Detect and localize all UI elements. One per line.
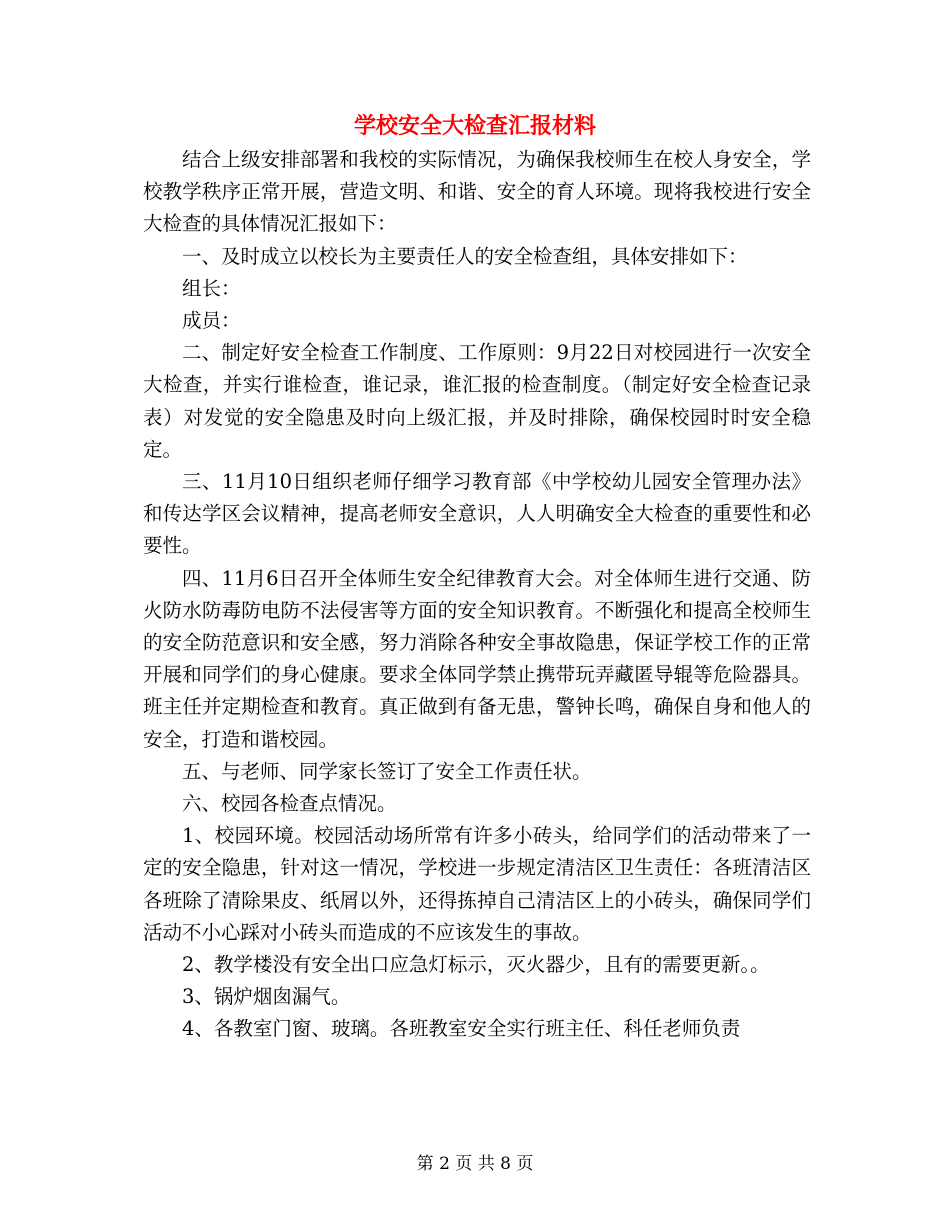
- paragraph-section-5: 五、与老师、同学家长签订了安全工作责任状。: [182, 759, 592, 783]
- page-title: 学校安全大检查汇报材料: [353, 114, 596, 139]
- paragraph-section-2: 二、制定好安全检查工作制度、工作原则：9月22日对校园进行一次安全大检查，并实行谁检查，谁记录，谁汇报的检查制度。（制定好安全检查记录表）对发觉的安全隐患及时向上级汇报，并及时排除，确保校园时时安全稳定。: [143, 341, 811, 461]
- paragraph-section-3: 三、11月10日组织老师仔细学习教育部《中学校幼儿园安全管理办法》和传达学区会议精神，提高老师安全意识，人人明确安全大检查的重要性和必要性。: [143, 470, 811, 558]
- paragraph-item-3: 3、锅炉烟囱漏气。: [182, 985, 351, 1009]
- page-number: 第 2 页 共 8 页: [416, 1154, 534, 1174]
- paragraph-section-6: 六、校园各检查点情况。: [182, 792, 397, 816]
- document-body: [143, 144, 811, 1046]
- paragraph-item-1: 1、校园环境。校园活动场所常有许多小砖头，给同学们的活动带来了一定的安全隐患，针对这一情况，学校进一步规定清洁区卫生责任：各班清洁区各班除了清除果皮、纸屑以外，还得拣掉自己清洁区上的小砖头，确保同学们活动不小心踩对小砖头而造成的不应该发生的事故。: [143, 824, 811, 944]
- paragraph-section-4: 四、11月6日召开全体师生安全纪律教育大会。对全体师生进行交通、防火防水防毒防电防不法侵害等方面的安全知识教育。不断强化和提高全校师生的安全防范意识和安全感，努力消除各种安全事故隐患，保证学校工作的正常开展和同学们的身心健康。要求全体同学禁止携带玩弄藏匿导辊等危险器具。班主任并定期检查和教育。真正做到有备无患，警钟长鸣，确保自身和他人的安全，打造和谐校园。: [143, 566, 811, 751]
- paragraph-group-leader: 组长：: [182, 276, 241, 300]
- paragraph-item-4: 4、各教室门窗、玻璃。各班教室安全实行班主任、科任老师负责: [182, 1017, 741, 1041]
- page-footer: [0, 1152, 950, 1176]
- paragraph-section-1: 一、及时成立以校长为主要责任人的安全检查组，具体安排如下：: [182, 244, 748, 268]
- paragraph-intro: 结合上级安排部署和我校的实际情况，为确保我校师生在校人身安全，学校教学秩序正常开展，营造文明、和谐、安全的育人环境。现将我校进行安全大检查的具体情况汇报如下：: [143, 148, 811, 236]
- paragraph-group-members: 成员：: [182, 309, 241, 333]
- paragraph-item-2: 2、教学楼没有安全出口应急灯标示，灭火器少，且有的需要更新。。: [182, 953, 770, 977]
